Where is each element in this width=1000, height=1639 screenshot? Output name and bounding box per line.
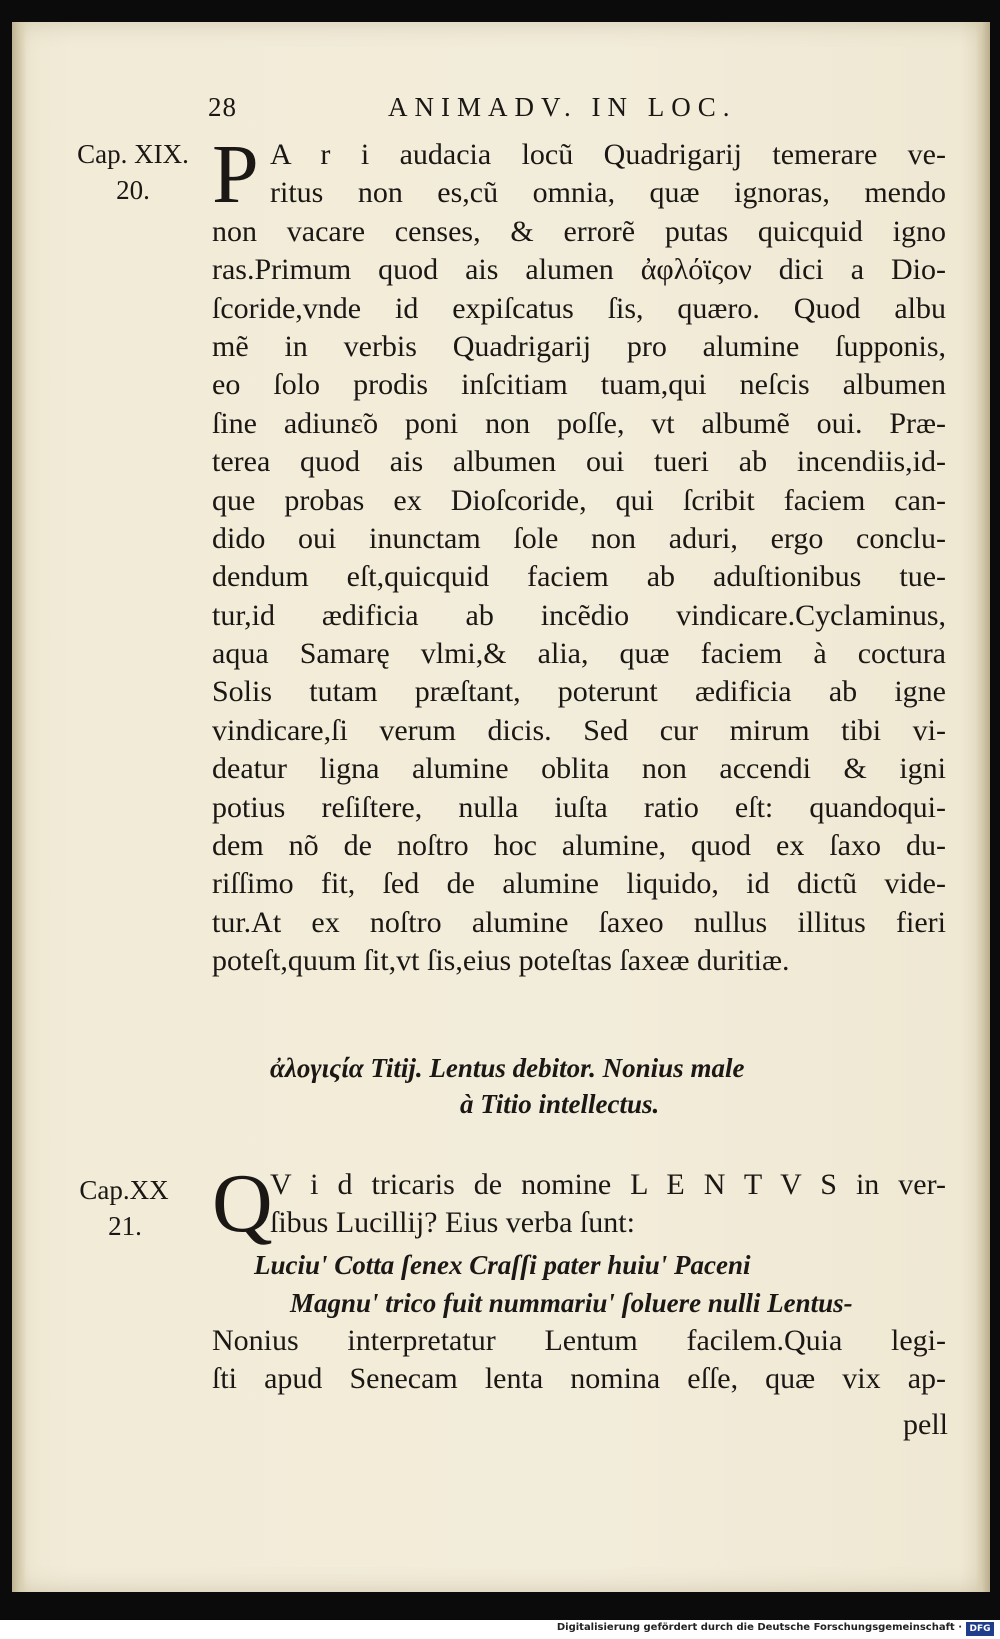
page-number: 28 bbox=[208, 92, 237, 122]
funding-credit: Digitalisierung gefördert durch die Deutsche Forschungsgemeinschaft · bbox=[556, 1622, 962, 1633]
text-line: ſibus Lucillij? Eius verba ſunt: bbox=[270, 1206, 635, 1240]
text-line: V i d tricaris de nomine L E N T V S in ver- bbox=[270, 1168, 946, 1201]
page-edge-shadow bbox=[976, 22, 990, 1592]
text-line: A r i audacia locũ Quadrigarij temerare ve- bbox=[270, 138, 946, 171]
text-line: poteſt,quum ſit,vt ſis,eius poteſtas ſaxeæ duritiæ. bbox=[212, 944, 790, 978]
heading-line: à Titio intellectus. bbox=[460, 1089, 660, 1119]
chapter-19-text bbox=[212, 136, 946, 981]
text-line: ſine adiunɛ̃o poni non poſſe, vt albumẽ oui. Præ- bbox=[212, 406, 946, 440]
text-line: vindicare,ſi verum dicis. Sed cur mirum tibi vi- bbox=[212, 713, 946, 747]
chapter-20-continuation bbox=[212, 1322, 946, 1399]
heading-line: ἀλογιςία Titij. Lentus debitor. Nonius male bbox=[270, 1053, 745, 1083]
drop-cap: P bbox=[212, 128, 259, 221]
text-line: dido oui inunctam ſole non aduri, ergo conclu- bbox=[212, 521, 946, 555]
text-line: mẽ in verbis Quadrigarij pro alumine ſupponis, bbox=[212, 329, 946, 363]
text-line: tur.At ex noſtro alumine ſaxeo nullus illitus fieri bbox=[212, 905, 946, 939]
text-line: riſſimo fit, ſed de alumine liquido, id dictũ vide- bbox=[212, 867, 946, 901]
text-line: Solis tutam præſtant, poterunt ædificia ab igne bbox=[212, 675, 946, 709]
text-line: aqua Samarę vlmi,& alia, quæ faciem à coctura bbox=[212, 637, 946, 671]
margin-chapter-label: Cap. XIX. bbox=[77, 139, 189, 169]
text-line: non vacare censes, & errorẽ putas quicquid igno bbox=[212, 214, 946, 248]
footer-bar bbox=[0, 1620, 1000, 1639]
margin-chapter-number: 20. bbox=[116, 175, 150, 205]
text-line: que probas ex Dioſcoride, qui ſcribit faciem can- bbox=[212, 483, 946, 517]
text-line: deatur ligna alumine oblita non accendi & igni bbox=[212, 752, 946, 786]
text-line: dem nõ de noſtro hoc alumine, quod ex ſaxo du- bbox=[212, 829, 946, 863]
text-line: ſti apud Senecam lenta nomina eſſe, quæ vix ap- bbox=[212, 1362, 946, 1396]
text-line: eo ſolo prodis inſcitiam tuam,qui neſcis albumen bbox=[212, 368, 946, 402]
drop-cap: Q bbox=[212, 1157, 273, 1250]
text-line: terea quod ais albumen oui tueri ab incendiis,id- bbox=[212, 445, 946, 479]
page-gutter-shadow bbox=[12, 22, 26, 1592]
margin-chapter-number: 21. bbox=[108, 1211, 142, 1241]
text-line: ras.Primum quod ais alumen ἀφλόϊςον dici a Dio- bbox=[212, 253, 946, 287]
text-line: Nonius interpretatur Lentum facilem.Quia legi- bbox=[212, 1324, 946, 1357]
catchword: pell bbox=[903, 1408, 948, 1441]
text-line: potius reſiſtere, nulla iuſta ratio eſt: quandoqui- bbox=[212, 790, 946, 824]
dfg-logo: DFG bbox=[966, 1622, 994, 1636]
text-line: ſcoride,vnde id expiſcatus ſis, quæro. Quod albu bbox=[212, 291, 946, 325]
text-line: tur,id ædificia ab incẽdio vindicare.Cyclaminus, bbox=[212, 598, 946, 632]
text-line: ritus non es,cũ omnia, quæ ignoras, mendo bbox=[270, 176, 946, 210]
verse-line: Luciu' Cotta ſenex Craſſi pater huiu' Paceni bbox=[254, 1250, 751, 1280]
margin-chapter-label: Cap.XX bbox=[79, 1175, 169, 1205]
verse-quotation bbox=[254, 1246, 944, 1322]
chapter-20-text bbox=[212, 1166, 946, 1243]
text-line: dendum eſt,quicquid faciem ab aduſtionibus tue- bbox=[212, 560, 946, 594]
verse-line: Magnu' trico fuit nummariu' ſoluere nulli Lentus- bbox=[290, 1288, 853, 1318]
section-heading bbox=[270, 1050, 890, 1122]
running-title: ANIMADV. IN LOC. bbox=[388, 92, 737, 122]
